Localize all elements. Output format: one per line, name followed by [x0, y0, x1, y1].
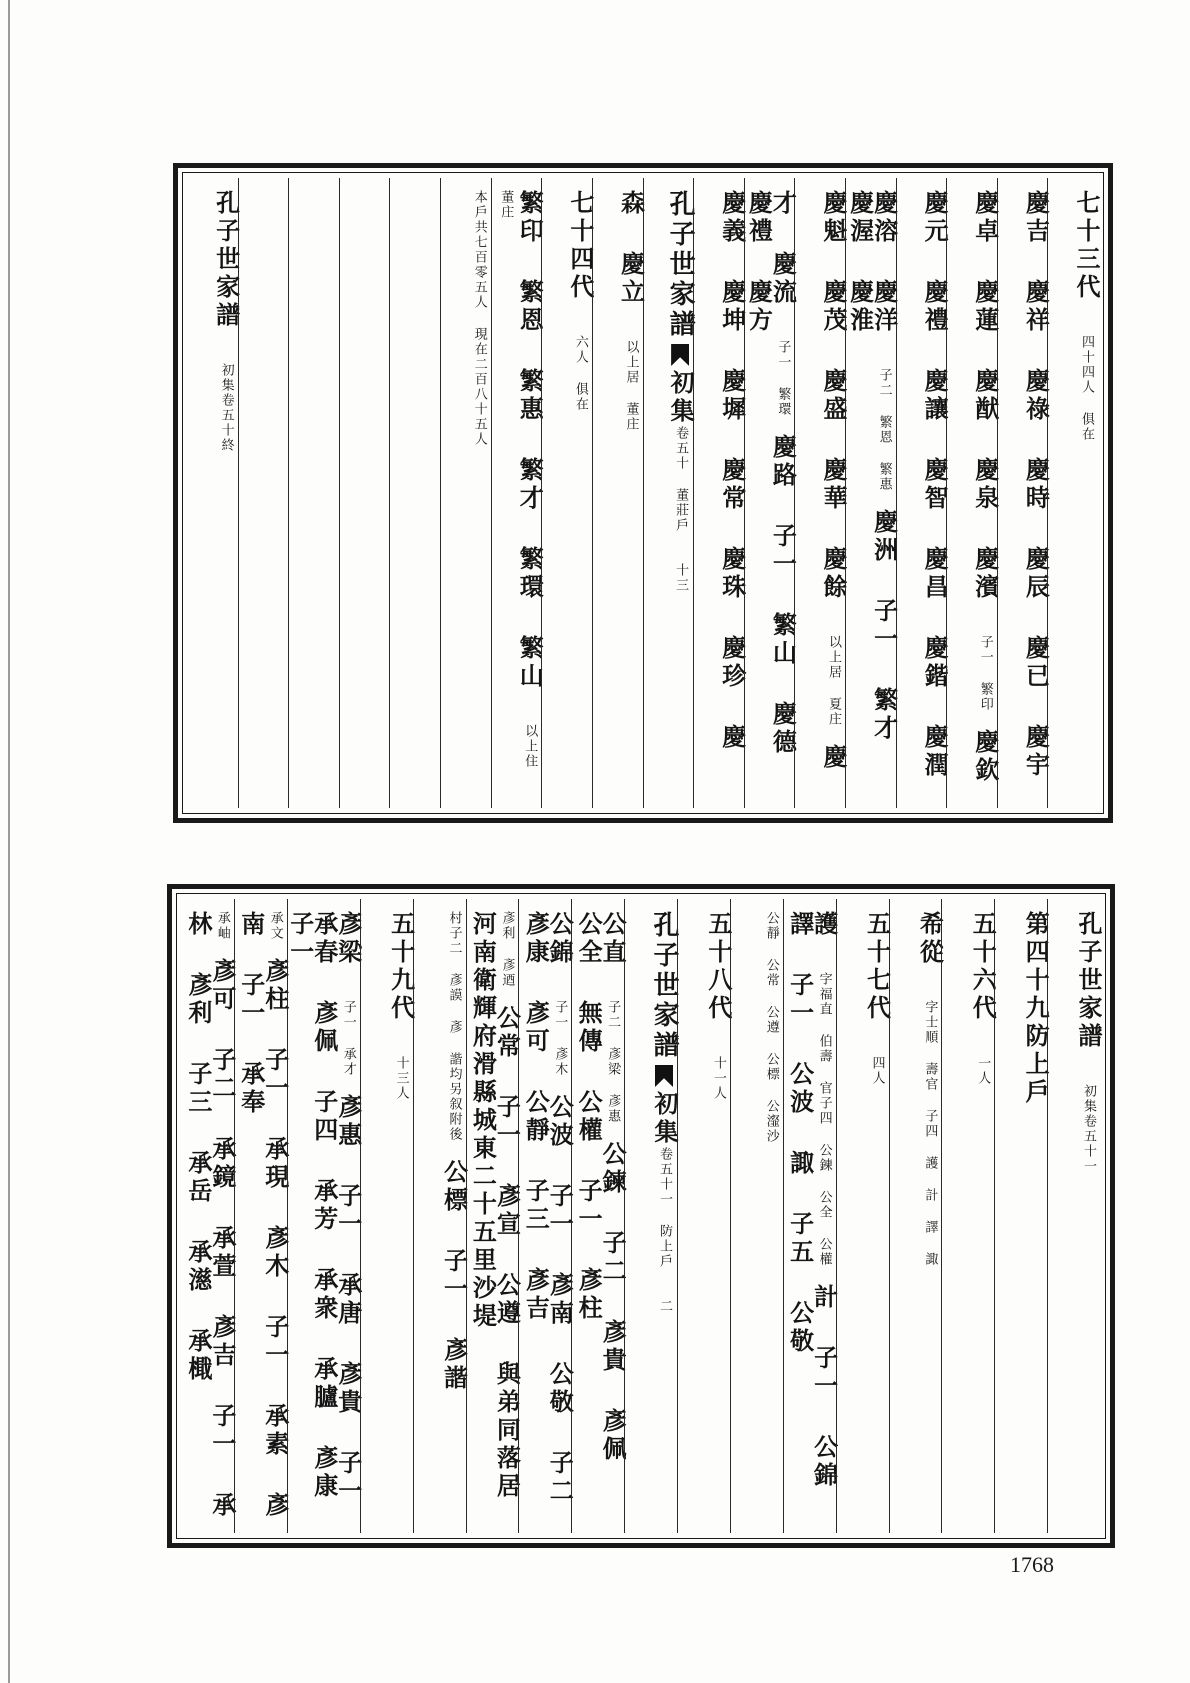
text-column: [360, 899, 416, 1533]
column-tail-text: 慶欽: [970, 729, 1000, 785]
column-main-text: 彥梁: [333, 911, 363, 1000]
column-annotation: 承岫: [214, 911, 230, 958]
text-column: [285, 899, 363, 1533]
text-column: [994, 899, 1051, 1533]
top-page-panel: [173, 163, 1113, 823]
column-annotation: 以上住 董庄: [498, 190, 538, 769]
column-annotation: 四十四人 俱在: [1079, 335, 1094, 442]
column-main-text: 繁印 繁恩 繁惠 繁才 繁環 繁山: [515, 190, 545, 724]
column-main-text: 五十七代: [862, 911, 892, 1056]
text-column: [1047, 899, 1103, 1533]
text-column: [889, 899, 945, 1533]
text-column: [288, 178, 339, 808]
text-column: [730, 899, 783, 1533]
column-main-text: 護: [809, 911, 839, 972]
column-tail-text: 彥柱 子一 承現 彥木 子一 承素 彥南 子一 承奉: [236, 911, 290, 1520]
text-column: [783, 899, 839, 1533]
column-main-text: 森 慶立: [616, 190, 646, 340]
text-column: [845, 178, 899, 808]
text-column: [693, 178, 747, 808]
column-main-text: 慶吉 慶祥 慶祿 慶時 慶辰 慶已 慶宇: [1021, 190, 1051, 780]
fish-tail-marker-icon: [655, 1065, 673, 1087]
column-tail-text: 公常 子一 彥宣 公遵 與弟同落居河南衛輝府滑縣城東二十五里沙堤: [468, 911, 522, 1501]
column-annotation: 四人: [869, 1056, 885, 1086]
column-annotation: 子一 繁環: [775, 340, 791, 434]
spine-page-number: 十三: [673, 563, 689, 593]
page-margin-rule: [8, 0, 10, 1683]
column-tail-text: 公標 子一 彥諧: [439, 1159, 469, 1393]
column-tail-text: 公波 子一 彥南 公敬 子二 彥康 彥可 公靜 子三 彥吉: [521, 911, 575, 1506]
column-tail-text: 計 子一 公錦 譯 子一 公波 諏 子五 公敬: [785, 911, 839, 1490]
column-main-text: 五十八代: [703, 911, 733, 1056]
column-main-text: 第四十九防上戶: [1021, 911, 1051, 1107]
column-main-text: 慶魁 慶茂 慶盛 慶華 慶餘: [818, 190, 848, 635]
column-main-text: 七十四代: [565, 190, 595, 335]
column-tail-text: 慶: [818, 744, 848, 772]
column-main-text: 五十六代: [968, 911, 998, 1056]
column-tail-text: 公鍊 子二 彥貴 彥佩 公全 無傳 公權 子一 彥柱: [574, 911, 628, 1464]
text-column: [836, 899, 892, 1533]
top-columns: [188, 178, 1101, 808]
spine-title: 孔子世家譜: [649, 911, 679, 1061]
text-column: [339, 178, 390, 808]
text-column: [896, 178, 950, 808]
column-annotation: 承文: [267, 911, 283, 958]
column-main-text: 公直: [598, 911, 628, 1000]
column-annotation: 十一人: [710, 1056, 726, 1101]
column-main-text: 慶卓 慶蓮 慶猷 慶泉 慶濱: [970, 190, 1000, 635]
column-annotation: 彥利 彥迺: [499, 911, 515, 1005]
column-annotation: 初集卷五十一: [1081, 1084, 1096, 1174]
text-column: [238, 178, 289, 808]
text-column: [440, 178, 491, 808]
column-main-text: 七十三代: [1072, 190, 1101, 335]
column-annotation: 子一 彥木: [552, 1000, 568, 1094]
text-column: [389, 178, 440, 808]
column-annotation: 以上居 董庄: [623, 340, 639, 432]
text-column: [677, 899, 733, 1533]
text-column: [1047, 178, 1101, 808]
text-column: [941, 899, 998, 1533]
column-annotation: 子二 繁恩 繁惠: [876, 368, 892, 509]
column-main-text: 孔子世家譜: [211, 190, 241, 363]
spine-column: [643, 178, 694, 808]
text-column: [571, 899, 628, 1533]
column-tail-text: 彥惠 子一 承唐 彥貴 子一 承春 彥佩 子四 承芳 承衆 承臚 彥康 子一: [285, 911, 363, 1506]
spine-note: 卷五十一 防上戶: [657, 1147, 672, 1269]
spine-title: 孔子世家譜: [665, 190, 696, 340]
spine-note: 卷五十 董莊戶: [673, 426, 689, 533]
column-main-text: 五十九代: [386, 911, 416, 1056]
column-main-text: 慶元 慶禮 慶讓 慶智 慶昌 慶鍇 慶潤: [920, 190, 950, 780]
text-column: [518, 899, 575, 1533]
column-annotation: 初集卷五十終: [218, 363, 234, 453]
column-annotation: 以上居 夏庄: [825, 635, 841, 744]
text-column: [946, 178, 1000, 808]
column-main-text: 公錦: [545, 911, 575, 1000]
text-column: [491, 178, 545, 808]
column-main-text: 孔子世家譜: [1074, 911, 1103, 1084]
column-main-text: 慶溶 慶洋: [869, 190, 899, 368]
spine-volume: 初集: [666, 370, 696, 426]
column-annotation: 子一 繁印: [977, 635, 993, 729]
text-column: [182, 899, 237, 1533]
column-annotation: 村子二 彥謨 彥 諧均另叙附後: [446, 911, 462, 1159]
text-column: [592, 178, 646, 808]
spine-column: [624, 899, 677, 1533]
column-annotation: 一人: [975, 1056, 991, 1086]
spine-volume: 初集: [650, 1091, 679, 1147]
bottom-columns: [182, 899, 1103, 1533]
bottom-page-panel: [167, 884, 1115, 1548]
column-main-text: 才 慶流: [768, 190, 798, 340]
text-column: [413, 899, 469, 1533]
text-column: [541, 178, 595, 808]
column-annotation: 十三人: [393, 1056, 409, 1101]
fish-tail-marker-icon: [671, 344, 689, 366]
page-number: 1768: [1010, 1552, 1054, 1577]
text-column: [466, 899, 522, 1533]
column-annotation: 字士順 壽官 子四 護 計 譯 諏: [922, 1000, 938, 1267]
column-annotation: 六人 俱在: [572, 335, 588, 412]
column-annotation: 字福直 伯壽 官子四 公鍊 公全 公權: [816, 972, 832, 1284]
spine-page-number: 二: [657, 1299, 672, 1314]
text-column: [794, 178, 848, 808]
column-main-text: 希從: [915, 911, 945, 1000]
text-column: [188, 178, 241, 808]
column-tail-text: 彥可 子二 承鏡 承萱 彥吉 子一 承林 彥利 子三 承岳 承濨 承檝: [183, 911, 237, 1520]
text-column: [997, 178, 1051, 808]
column-tail-text: 慶路 子一 繁山 慶德 慶禮 慶方: [744, 190, 798, 757]
column-annotation: 子一 承才: [340, 1000, 356, 1094]
text-column: [234, 899, 290, 1533]
column-annotation: 公靜 公常 公遵 公標 公瀣沙: [763, 911, 779, 1144]
column-tail-text: 慶洲 子一 繁才 慶渥 慶淮: [845, 190, 899, 743]
column-annotation: 本戶共七百零五人 現在二百八十五人: [471, 190, 487, 447]
text-column: [744, 178, 798, 808]
column-main-text: 慶義 慶坤 慶墀 慶常 慶珠 慶珍 慶: [717, 190, 747, 752]
column-annotation: 子二 彥梁 彥惠: [605, 1000, 621, 1141]
